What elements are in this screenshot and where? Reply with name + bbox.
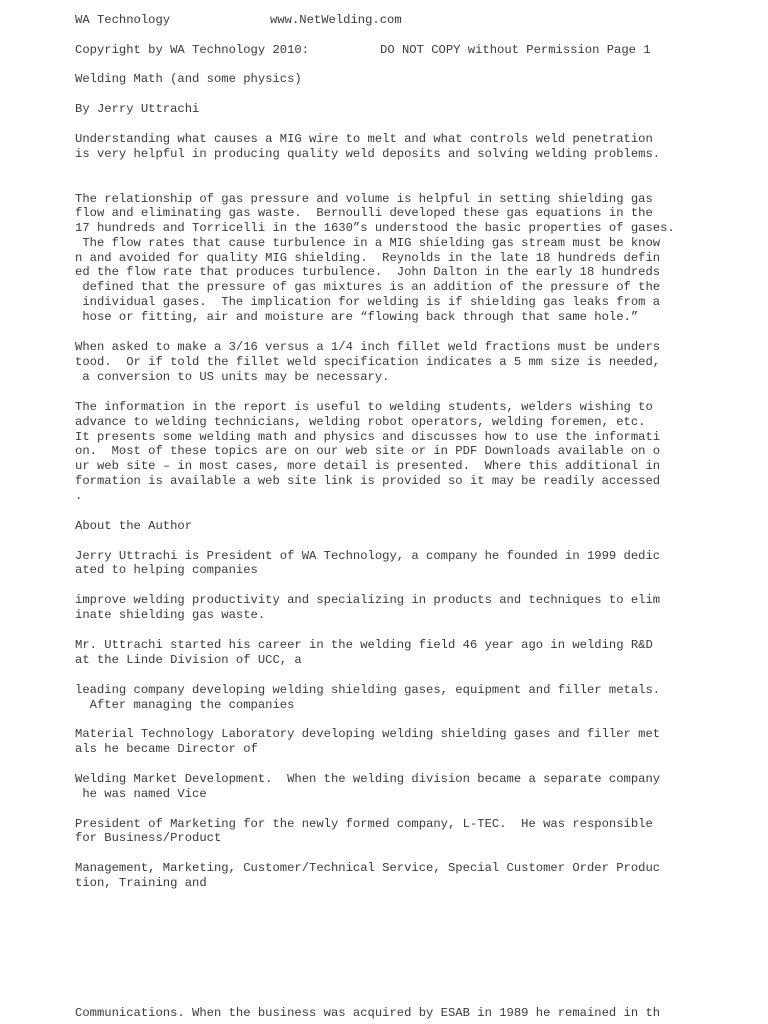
- text-line: President of Marketing for the newly formed company, L-TEC. He was responsible: [75, 817, 653, 831]
- text-line: When asked to make a 3/16 versus a 1/4 inch fillet weld fractions must be unders: [75, 340, 661, 354]
- document-title: Welding Math (and some physics): [75, 72, 302, 86]
- text-line: improve welding productivity and specializing in products and techniques to elim: [75, 593, 661, 607]
- header-notice: DO NOT COPY without Permission Page 1: [380, 43, 651, 57]
- text-line: formation is available a web site link is provided so it may be readily accessed: [75, 474, 661, 488]
- text-line: The flow rates that cause turbulence in a MIG shielding gas stream must be know: [75, 236, 661, 250]
- text-line: for Business/Product: [75, 831, 222, 845]
- text-line: a conversion to US units may be necessary.: [75, 370, 390, 384]
- text-line: als he became Director of: [75, 742, 258, 756]
- text-line: he was named Vice: [75, 787, 207, 801]
- text-line: tood. Or if told the fillet weld specification indicates a 5 mm size is needed,: [75, 355, 661, 369]
- text-line: It presents some welding math and physics and discusses how to use the informati: [75, 430, 661, 444]
- text-line: ur web site – in most cases, more detail is presented. Where this additional in: [75, 459, 661, 473]
- document-byline: By Jerry Uttrachi: [75, 102, 200, 116]
- header-copyright: Copyright by WA Technology 2010:: [75, 43, 310, 57]
- text-line: leading company developing welding shielding gases, equipment and filler metals.: [75, 683, 661, 697]
- text-line: inate shielding gas waste.: [75, 608, 266, 622]
- text-line: Jerry Uttrachi is President of WA Technology, a company he founded in 1999 dedic: [75, 549, 661, 563]
- text-line: advance to welding technicians, welding robot operators, welding foremen, etc.: [75, 415, 646, 429]
- text-line: The information in the report is useful to welding students, welders wishing to: [75, 400, 653, 414]
- text-line: tion, Training and: [75, 876, 207, 890]
- header-website: www.NetWelding.com: [270, 13, 402, 27]
- text-line: ated to helping companies: [75, 563, 258, 577]
- text-line: Material Technology Laboratory developing welding shielding gases and filler met: [75, 727, 661, 741]
- text-line: flow and eliminating gas waste. Bernoulli developed these gas equations in the: [75, 206, 653, 220]
- text-line: individual gases. The implication for welding is if shielding gas leaks from a: [75, 295, 661, 309]
- text-line: Understanding what causes a MIG wire to melt and what controls weld penetration: [75, 132, 653, 146]
- text-line: Welding Market Development. When the welding division became a separate company: [75, 772, 661, 786]
- text-line: Communications. When the business was acquired by ESAB in 1989 he remained in th: [75, 1006, 661, 1020]
- text-line: 17 hundreds and Torricelli in the 1630”s understood the basic properties of gases.: [75, 221, 675, 235]
- text-line: on. Most of these topics are on our web site or in PDF Downloads available on o: [75, 444, 661, 458]
- text-line: The relationship of gas pressure and volume is helpful in setting shielding gas: [75, 192, 653, 206]
- text-line: .: [75, 489, 83, 503]
- text-line: n and avoided for quality MIG shielding. Reynolds in the late 18 hundreds defin: [75, 251, 661, 265]
- text-line: defined that the pressure of gas mixtures is an addition of the pressure of the: [75, 280, 661, 294]
- text-line: is very helpful in producing quality weld deposits and solving welding problems.: [75, 147, 661, 161]
- text-line: Management, Marketing, Customer/Technical Service, Special Customer Order Produc: [75, 861, 661, 875]
- text-line: at the Linde Division of UCC, a: [75, 653, 302, 667]
- section-heading: About the Author: [75, 519, 193, 533]
- text-line: After managing the companies: [75, 698, 295, 712]
- text-line: hose or fitting, air and moisture are “flowing back through that same hole.”: [75, 310, 639, 324]
- text-line: Mr. Uttrachi started his career in the welding field 46 year ago in welding R&D: [75, 638, 653, 652]
- header-company: WA Technology: [75, 13, 171, 27]
- text-line: ed the flow rate that produces turbulence. John Dalton in the early 18 hundreds: [75, 265, 661, 279]
